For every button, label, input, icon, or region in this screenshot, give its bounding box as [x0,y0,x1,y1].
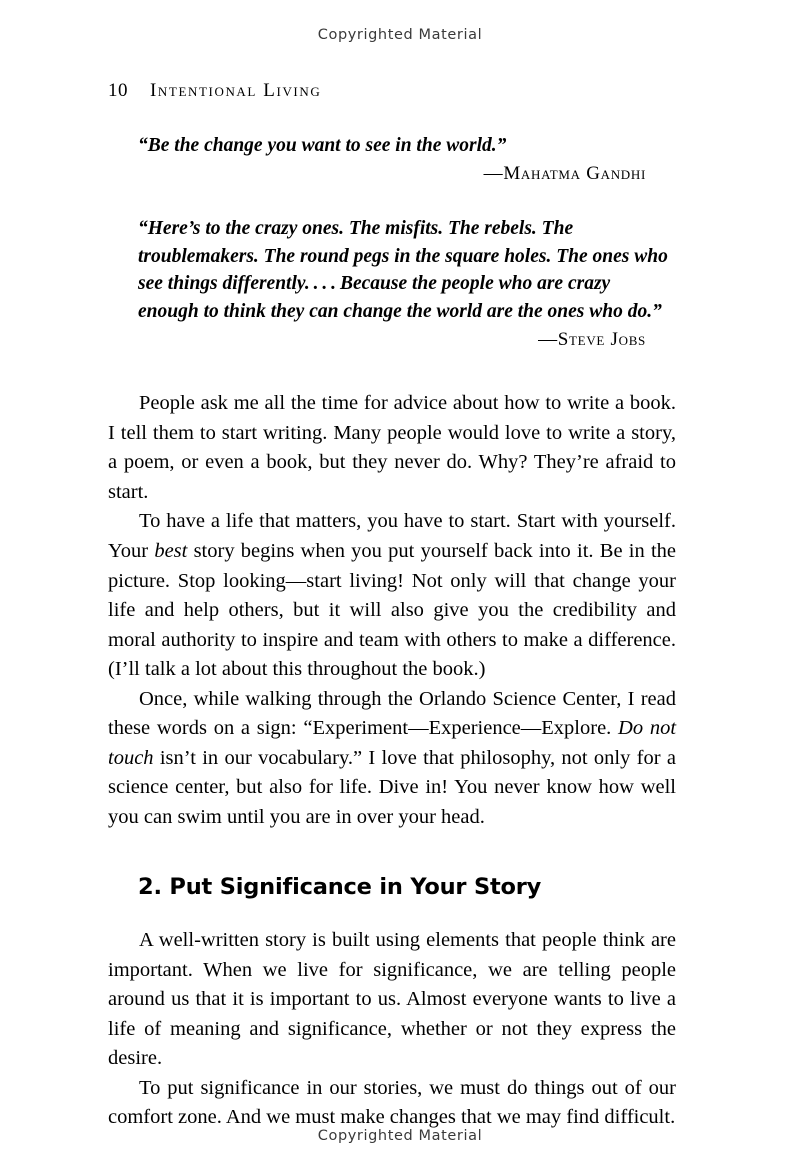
paragraph-3 [108,685,676,833]
paragraph-3-emphasis: Do not touch [108,717,677,769]
paragraph-2-part-b: story begins when you put yourself back into it. Be in the picture. Stop looking—start living! Not only will that change your life and help others, but it will also give you the credibility and moral authority to inspire and team with others to make a difference. (I’ll talk a lot about this throughout the book.) [108,540,676,681]
page-number: 10 [108,80,128,101]
paragraph-2-part-a: To have a life that matters, you have to start. Start with yourself. Your [108,510,676,562]
paragraph-5: To put significance in our stories, we must do things out of our comfort zone. And we must make changes that we may find difficult. [108,1076,676,1129]
epigraph-quote: “Here’s to the crazy ones. The misfits. The rebels. The troublemakers. The round pegs in the square holes. The ones who see things differently. . . . Because the people who are crazy enough to think they can change the world are the ones who do.” [138,218,668,322]
section-heading: 2. Put Significance in Your Story [138,874,542,901]
page-content [108,80,676,1133]
copyright-watermark-bottom: Copyrighted Material [317,1128,483,1144]
copyright-watermark-top: Copyrighted Material [317,27,483,43]
paragraph-3-part-a: Once, while walking through the Orlando Science Center, I read these words on a sign: “Experiment—Experience—Explore. [108,687,676,740]
paragraph-1: People ask me all the time for advice about how to write a book. I tell them to start writing. Many people would love to write a story, a poem, or even a book, but they never do. Why? They’re afraid to start. [108,392,676,503]
epigraph-attribution: —Mahatma Gandhi [483,163,646,185]
paragraph-2 [108,507,676,684]
epigraph-quote: “Be the change you want to see in the world.” [138,135,507,156]
paragraph-3-part-b: isn’t in our vocabulary.” I love that philosophy, not only for a science center, but also for life. Dive in! You never know how well you can swim until you are in over your head. [108,746,676,828]
running-head [108,80,676,102]
epigraph-attribution: —Steve Jobs [538,329,646,351]
epigraph-gandhi [108,132,676,185]
paragraph-4: A well-written story is built using elements that people think are important. When we live for significance, we are telling people around us that it is important to us. Almost everyone wants to live a life of meaning and significance, whether or not they express the desire. [108,929,676,1070]
epigraph-jobs [108,215,676,351]
book-title: Intentional Living [150,80,322,101]
paragraph-2-emphasis: best [154,540,188,562]
